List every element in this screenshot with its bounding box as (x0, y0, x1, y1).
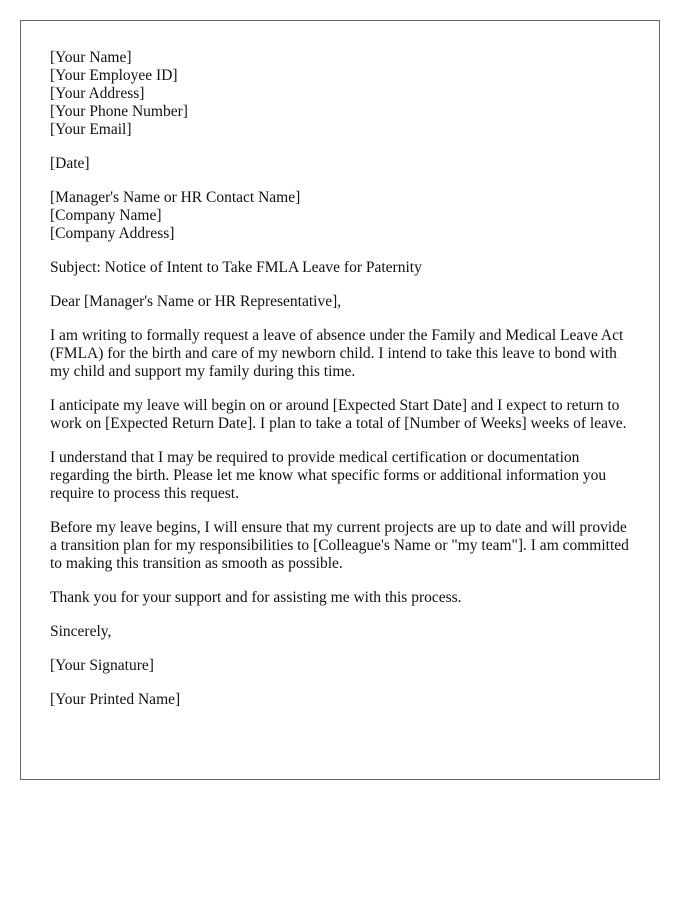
salutation: Dear [Manager's Name or HR Representative], (50, 293, 342, 310)
printed-name: [Your Printed Name] (50, 691, 181, 708)
body-paragraph: I am writing to formally request a leave of absence under the Family and Medical Leave Act (FMLA) for the birth and care of my newborn child. I intend to take this leave to bond with my child and support my family during this time. (50, 327, 624, 380)
sender-email: [Your Email] (50, 121, 132, 138)
sender-name: [Your Name] (50, 49, 132, 66)
signature-placeholder: [Your Signature] (50, 657, 154, 674)
body-paragraph: I anticipate my leave will begin on or around [Expected Start Date] and I expect to return to work on [Expected Return Date]. I plan to take a total of [Number of Weeks] weeks of leave. (50, 397, 627, 432)
sender-block (50, 49, 635, 139)
subject-line: Subject: Notice of Intent to Take FMLA Leave for Paternity (50, 259, 422, 276)
body-paragraph: Before my leave begins, I will ensure that my current projects are up to date and will provide a transition plan for my responsibilities to [Colleague's Name or "my team"]. I am committed to making this transition as smooth as possible. (50, 519, 629, 572)
closing: Sincerely, (50, 623, 112, 640)
sender-address: [Your Address] (50, 85, 145, 102)
recipient-block (50, 189, 635, 243)
recipient-name: [Manager's Name or HR Contact Name] (50, 189, 301, 206)
date-line: [Date] (50, 155, 90, 172)
recipient-address: [Company Address] (50, 225, 175, 242)
body-paragraph: I understand that I may be required to provide medical certification or documentation regarding the birth. Please let me know what specific forms or additional information you require to process this request. (50, 449, 607, 502)
letter-page (20, 20, 660, 780)
sender-phone: [Your Phone Number] (50, 103, 188, 120)
letter-content (50, 49, 635, 725)
body-paragraph: Thank you for your support and for assisting me with this process. (50, 589, 462, 606)
sender-employee-id: [Your Employee ID] (50, 67, 178, 84)
recipient-company: [Company Name] (50, 207, 162, 224)
